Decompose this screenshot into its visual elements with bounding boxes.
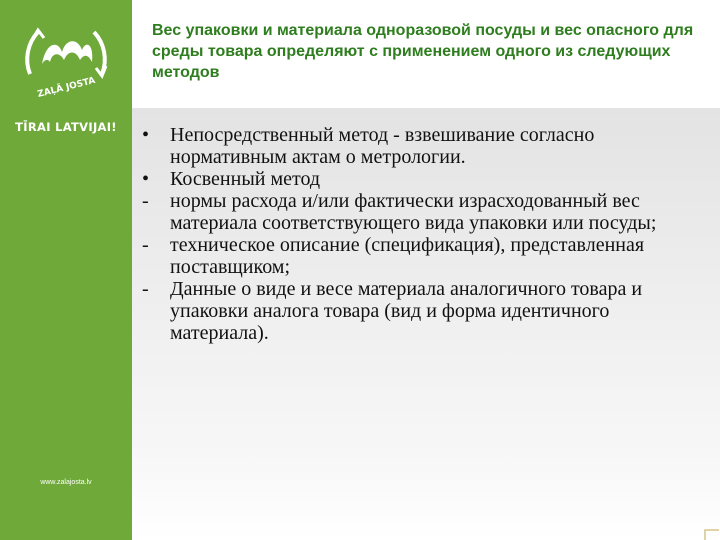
content-area [132, 108, 720, 540]
title-band [132, 0, 720, 108]
list-item-text: Непосредственный метод - взвешивание согласно нормативным актам о метрологии. [170, 124, 595, 168]
bullet-marker: • [142, 168, 150, 190]
website-url: www.zalajosta.lv [40, 479, 92, 486]
zala-josta-logo-icon [12, 16, 120, 100]
slogan: TĪRAI LATVIJAI! [15, 120, 117, 134]
corner-mark-icon [704, 528, 720, 540]
slide-title: Вес упаковки и материала одноразовой посуды и вес опасного для среды товара определяют с применением одного из следующих методов [152, 22, 694, 81]
list-item-text: техническое описание (спецификация), представленная поставщиком; [170, 234, 645, 278]
list-item-text: Данные о виде и весе материала аналогичного товара и упаковки аналога товара (вид и форма идентичного материала). [170, 278, 643, 344]
list-item-text: нормы расхода и/или фактически израсходованный вес материала соответствующего вида упаковки или посуды; [170, 190, 657, 234]
list-item-text: Косвенный метод [170, 168, 321, 190]
logo-text: ZAĻĀ JOSTA [36, 75, 97, 100]
dash-marker: - [142, 234, 149, 256]
list-item [142, 168, 712, 190]
list-item [142, 278, 712, 344]
list-item [142, 234, 712, 278]
bullet-marker: • [142, 124, 150, 146]
dash-marker: - [142, 190, 149, 212]
list-item [142, 124, 712, 168]
method-list [142, 124, 712, 344]
list-item [142, 190, 712, 234]
dash-marker: - [142, 278, 149, 300]
sidebar [0, 0, 132, 540]
